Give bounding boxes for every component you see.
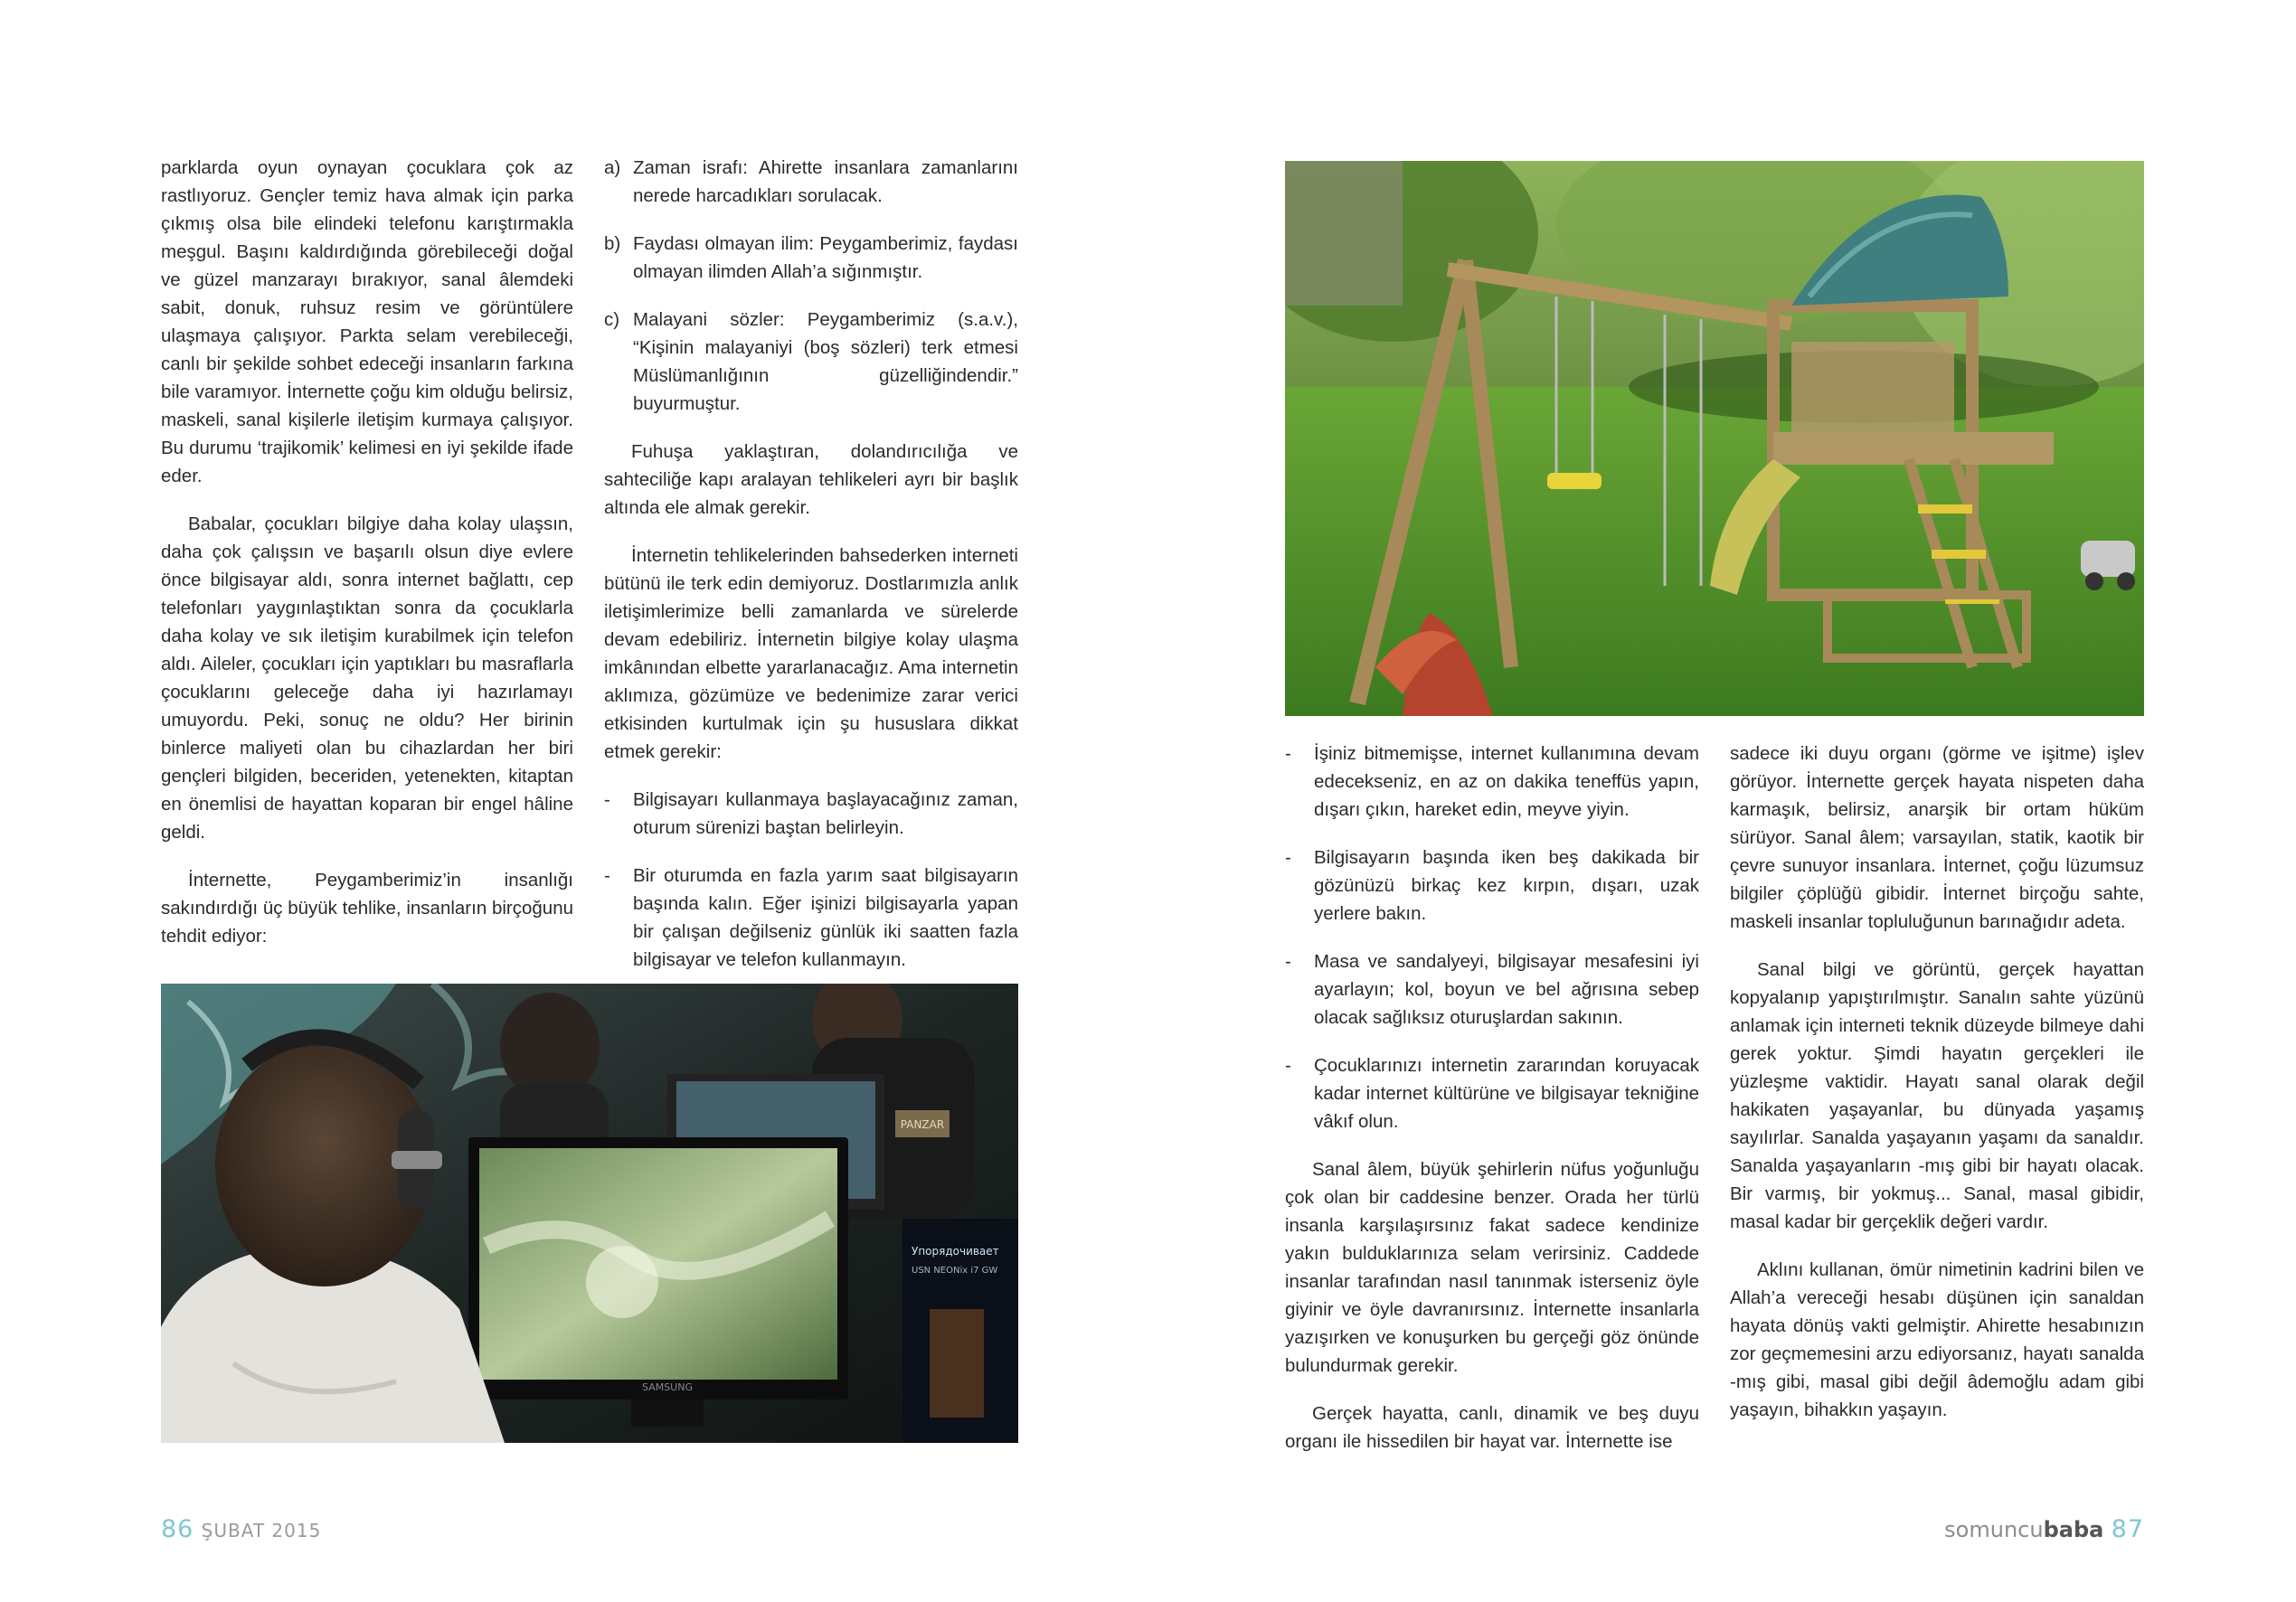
playground-photo [1285, 161, 2144, 716]
list-item [604, 786, 1018, 842]
list-item [604, 862, 1018, 974]
list-item-text: Faydası olmayan ilim: Peygamberimiz, faydası olmayan ilimden Allah’a sığınmıştır. [633, 233, 1018, 282]
list-marker: - [1285, 847, 1291, 868]
list-item [1285, 843, 1699, 928]
list-marker: - [1285, 1055, 1291, 1076]
paragraph: İnternette, Peygamberimiz’in insanlığı sakındırdığı üç büyük tehlike, insanların birçoğunu tehdit ediyor: [161, 870, 573, 947]
list-item-text: İşiniz bitmemişse, internet kullanımına devam edecekseniz, en az on dakika teneffüs yapın, dışarı çıkın, hareket edin, meyve yiyin. [1314, 743, 1699, 820]
list-marker: c) [604, 309, 620, 330]
page-number: 86 [161, 1515, 194, 1543]
svg-text:SAMSUNG: SAMSUNG [642, 1381, 693, 1393]
svg-text:Упорядочивает: Упорядочивает [912, 1245, 999, 1258]
list-item-text: Masa ve sandalyeyi, bilgisayar mesafesini iyi ayarlayın; kol, boyun ve bel ağrısına sebep olacak sağlıksız oturuşlardan sakının. [1314, 951, 1699, 1028]
list-marker: b) [604, 233, 621, 254]
list-item-text: Çocuklarınızı internetin zararından koruyacak kadar internet kültürüne ve bilgisayar tekniğine vâkıf olun. [1314, 1055, 1699, 1132]
gaming-photo-image [161, 984, 1018, 1443]
list-marker: - [1285, 951, 1291, 972]
svg-text:PANZAR: PANZAR [900, 1118, 945, 1131]
left-page-column-1 [161, 154, 573, 970]
list-item [1285, 947, 1699, 1032]
paragraph: Babalar, çocukları bilgiye daha kolay ulaşsın, daha çok çalışsın ve başarılı olsun diye evlere önce bilgisayar aldı, sonra internet bağlattı, cep telefonları yaygınlaştıktan sonra da çocuklarla daha kolay ve sık iletişim kurabilmek için telefon aldı. Aileler, çocukları için yaptıkları bu masraflarla çocuklarını geleceğe daha iyi hazırlamayı umuyordu. Peki, sonuç ne oldu? Her birinin binlerce maliyeti olan bu cihazlardan her biri gençleri bilgiden, beceriden, yetenekten, kitaptan en önemlisi de hayattan koparan bir engel hâline geldi. [161, 514, 573, 843]
list-item-text: Bir oturumda en fazla yarım saat bilgisayarın başında kalın. Eğer işinizi bilgisayarla yapan bir çalışan değilseniz günlük iki saatten fazla bilgisayar ve telefon kullanmayın. [633, 865, 1018, 970]
list-item [1285, 1051, 1699, 1136]
paragraph: Sanal bilgi ve görüntü, gerçek hayattan kopyalanıp yapıştırılmıştır. Sanalın sahte yüzünü anlamak için interneti teknik düzeyde bilmeye dahi gerek yoktur. Şimdi hayatın gerçekleri ile yüzleşme vaktidir. Hayatı sanal olarak değil hakikaten yaşayanlar, bu dünyada yaşamış sayılırlar. Sanalda yaşayanın yaşamı da sanaldır. Sanalda yaşayanların -mış gibi bir hayatı olacak. Bir varmış, bir yokmuş... Sanal, masal gibidir, masal kadar bir gerçeklik değeri vardır. [1730, 959, 2144, 1232]
left-page-column-2 [604, 154, 1018, 994]
advice-list [1285, 740, 1699, 1136]
advice-list [604, 786, 1018, 974]
paragraph: Fuhuşa yaklaştıran, dolandırıcılığa ve sahteciliğe kapı aralayan tehlikeleri ayrı bir başlık altında ele almak gerekir. [604, 441, 1018, 518]
issue-date: ŞUBAT 2015 [201, 1520, 322, 1541]
page-number: 87 [2111, 1515, 2144, 1543]
paragraph: Gerçek hayatta, canlı, dinamik ve beş duyu organı ile hissedilen bir hayat var. İnternette ise [1285, 1403, 1699, 1452]
list-item-text: Zaman israfı: Ahirette insanlara zamanlarını nerede harcadıkları sorulacak. [633, 157, 1018, 206]
paragraph: sadece iki duyu organı (görme ve işitme) işlev görüyor. İnternette gerçek hayata nispeten daha karmaşık, belirsiz, anarşik bir ortam hüküm sürüyor. Sanal âlem; varsayılan, statik, kaotik bir çevre sunuyor insanlara. İnternet, çoğu lüzumsuz bilgiler çöplüğü gibidir. İnternet birçoğu sahte, maskeli insanlar topluluğunun barınağıdır adeta. [1730, 743, 2144, 932]
list-item-text: Malayani sözler: Peygamberimiz (s.a.v.), “Kişinin malayaniyi (boş sözleri) terk etmesi Müslümanlığının güzelliğindendir.” buyurmuştur. [633, 309, 1018, 414]
gaming-photo [161, 984, 1018, 1443]
list-marker: - [604, 865, 610, 886]
list-item [604, 306, 1018, 418]
brand-light: somuncu [1944, 1517, 2044, 1542]
list-item-text: Bilgisayarı kullanmaya başlayacağınız zaman, oturum sürenizi baştan belirleyin. [633, 789, 1018, 838]
list-marker: - [1285, 743, 1291, 764]
paragraph: parklarda oyun oynayan çocuklara çok az rastlıyoruz. Gençler temiz hava almak için parka çıkmış olsa bile elindeki telefonu karıştırmakla meşgul. Başını kaldırdığında görebileceği doğal ve güzel manzarayı bırakıyor, sanal âlemdeki sabit, donuk, ruhsuz resim ve görüntülere ulaşmaya çalışıyor. Parkta selam verebileceği, canlı bir şekilde sohbet edeceği insanların farkına bile varamıyor. İnternette çoğu kim olduğu belirsiz, maskeli, sanal kişilerle iletişim kurmaya çalışıyor. Bu durumu ‘trajikomik’ kelimesi en iyi şekilde ifade eder. [161, 157, 573, 486]
paragraph: İnternetin tehlikelerinden bahsederken interneti bütünü ile terk edin demiyoruz. Dostlarımızla anlık iletişimlerimize belli zamanlarda ve sürelerde devam edebiliriz. İnternetin bilgiye kolay ulaşma imkânından elbette yararlanacağız. Ama internetin aklımıza, gözümüze ve bedenimize zarar verici etkisinden kurtulmak için şu hususlara dikkat etmek gerekir: [604, 545, 1018, 762]
left-page-footer [161, 1515, 321, 1543]
right-page-footer [1944, 1515, 2144, 1543]
right-page-column-2 [1730, 740, 2144, 1444]
list-item-text: Bilgisayarın başında iken beş dakikada bir gözünüzü birkaç kez kırpın, dışarı, uzak yerlere bakın. [1314, 847, 1699, 924]
list-item [1285, 740, 1699, 824]
brand-bold: baba [2043, 1517, 2104, 1542]
list-marker: a) [604, 157, 621, 178]
paragraph: Sanal âlem, büyük şehirlerin nüfus yoğunluğu çok olan bir caddesine benzer. Orada her türlü insanla karşılaşırsınız fakat sadece kendinize yakın bulduklarınıza selam verirsiniz. Caddede insanlar tarafından nasıl tanınmak isterseniz öyle giyinir ve öyle davranırsınız. İnternette insanlarla yazışırken ve konuşurken bu gerçeği göz önünde bulundurmak gerekir. [1285, 1159, 1699, 1376]
paragraph: Aklını kullanan, ömür nimetinin kadrini bilen ve Allah’a vereceği hesabı düşünen için sanaldan hayata dönüş vakti gelmiştir. Ahirette hesabınızın zor geçmemesini arzu ediyorsanız, hayatı sanalda -mış gibi, masal gibi değil âdemoğlu adam gibi yaşayın, bihakkın yaşayın. [1730, 1259, 2144, 1420]
playground-photo-image [1285, 161, 2144, 716]
svg-text:USN NEONix i7 GW: USN NEONix i7 GW [912, 1266, 998, 1276]
list-item [604, 230, 1018, 286]
list-marker: - [604, 789, 610, 810]
magazine-brand [1944, 1517, 2103, 1542]
list-item [604, 154, 1018, 210]
danger-list [604, 154, 1018, 418]
right-page-column-1 [1285, 740, 1699, 1475]
